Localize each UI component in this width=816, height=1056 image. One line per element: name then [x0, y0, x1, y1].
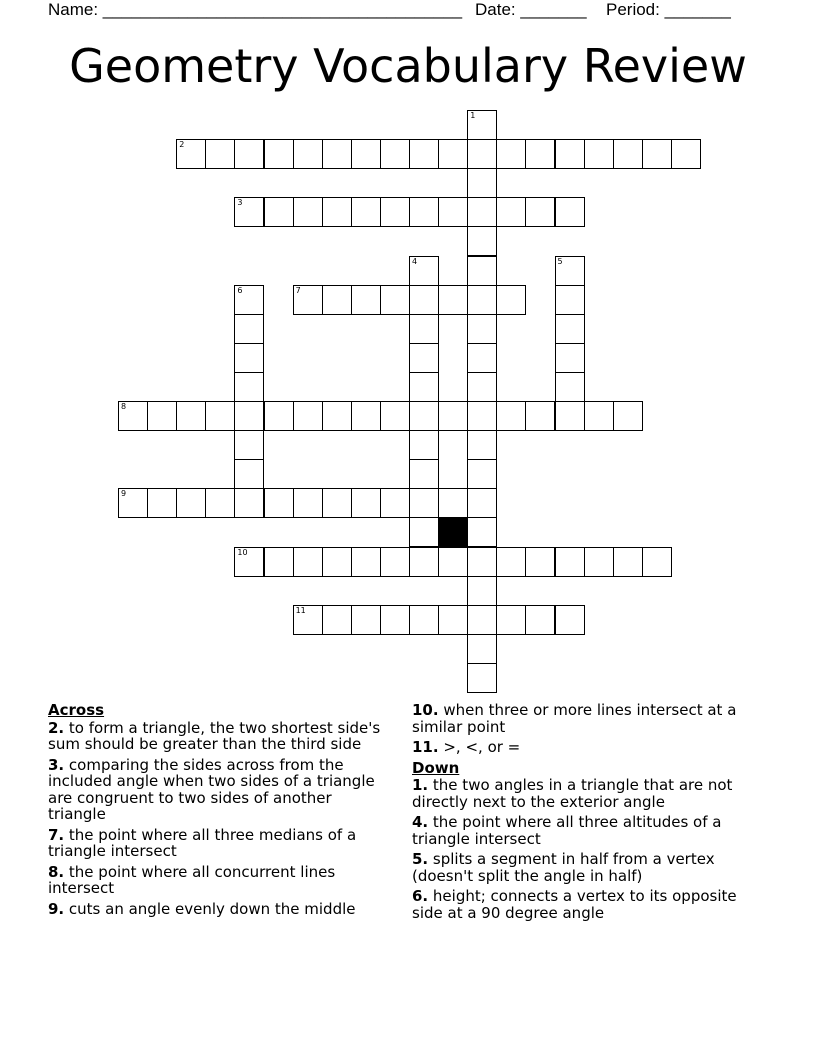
down-heading: Down	[412, 758, 460, 777]
period-field[interactable]: Period: _______	[606, 0, 731, 19]
crossword-cell[interactable]	[496, 605, 526, 635]
crossword-cell[interactable]	[409, 459, 439, 489]
clue-text: height; connects a vertex to its opposite side at a 90 degree angle	[412, 887, 737, 922]
crossword-cell[interactable]	[409, 605, 439, 635]
clue-text: the point where all concurrent lines intersect	[48, 862, 336, 897]
crossword-cell[interactable]	[555, 605, 585, 635]
crossword-cell[interactable]	[467, 372, 497, 402]
crossword-cell[interactable]	[264, 197, 294, 227]
crossword-cell[interactable]	[293, 197, 323, 227]
across-clue	[412, 702, 768, 735]
across-clue	[48, 864, 388, 897]
crossword-cell[interactable]	[234, 314, 264, 344]
crossword-cell[interactable]	[584, 401, 614, 431]
crossword-cell[interactable]	[496, 139, 526, 169]
clue-text: the point where all three medians of a triangle intersect	[48, 825, 357, 860]
crossword-cell[interactable]	[322, 605, 352, 635]
crossword-cell[interactable]	[409, 256, 439, 286]
across-clue	[48, 757, 388, 823]
clue-number: 3	[237, 198, 243, 208]
crossword-cell[interactable]	[322, 285, 352, 315]
crossword-cell[interactable]	[409, 314, 439, 344]
crossword-cell[interactable]	[438, 605, 468, 635]
clue-number-label: 1.	[412, 776, 429, 794]
crossword-cell[interactable]	[467, 401, 497, 431]
clue-text: the point where all three altitudes of a triangle intersect	[412, 813, 722, 848]
crossword-cell[interactable]	[467, 197, 497, 227]
crossword-cell[interactable]	[467, 517, 497, 547]
clue-text: when three or more lines intersect at a similar point	[412, 701, 737, 736]
clue-number: 2	[179, 140, 185, 150]
page-title: Geometry Vocabulary Review	[69, 39, 747, 93]
clue-number-label: 7.	[48, 825, 65, 844]
crossword-cell[interactable]	[380, 401, 410, 431]
clue-number-label: 9.	[48, 899, 65, 918]
crossword-cell[interactable]	[380, 605, 410, 635]
crossword-cell[interactable]	[380, 285, 410, 315]
crossword-cell[interactable]	[351, 285, 381, 315]
crossword-cell[interactable]	[467, 226, 497, 256]
crossword-cell[interactable]	[293, 401, 323, 431]
crossword-cell[interactable]	[584, 547, 614, 577]
crossword-cell[interactable]	[234, 401, 264, 431]
crossword-cell[interactable]	[409, 430, 439, 460]
crossword-cell[interactable]	[642, 139, 672, 169]
crossword-cell[interactable]	[467, 343, 497, 373]
clue-number: 4	[412, 256, 418, 266]
crossword-cell[interactable]	[409, 401, 439, 431]
clue-text: the two angles in a triangle that are not directly next to the exterior angle	[412, 776, 733, 811]
clue-text: splits a segment in half from a vertex (doesn't split the angle in half)	[412, 850, 715, 885]
crossword-cell[interactable]	[467, 488, 497, 518]
across-clue	[48, 901, 388, 918]
down-clue	[412, 814, 768, 847]
crossword-cell[interactable]	[322, 488, 352, 518]
crossword-cell[interactable]	[525, 401, 555, 431]
crossword-cell[interactable]	[234, 547, 264, 577]
crossword-cell[interactable]	[351, 197, 381, 227]
clue-number-label: 10.	[412, 701, 439, 719]
crossword-cell[interactable]	[613, 139, 643, 169]
crossword-cell[interactable]	[555, 547, 585, 577]
crossword-cell[interactable]	[409, 285, 439, 315]
crossword-cell[interactable]	[467, 634, 497, 664]
clue-number-label: 8.	[48, 862, 65, 881]
crossword-cell[interactable]	[438, 197, 468, 227]
crossword-cell[interactable]	[234, 197, 264, 227]
clue-number-label: 11.	[412, 738, 439, 756]
crossword-cell[interactable]	[613, 401, 643, 431]
crossword-cell[interactable]	[409, 197, 439, 227]
crossword-cell[interactable]	[496, 197, 526, 227]
clue-number-label: 3.	[48, 755, 65, 774]
name-field[interactable]: Name: ______________________________________	[48, 0, 463, 19]
crossword-cell[interactable]	[409, 343, 439, 373]
down-clue	[412, 777, 768, 810]
down-clue	[412, 888, 768, 921]
crossword-cell[interactable]	[409, 372, 439, 402]
crossword-cell[interactable]	[525, 547, 555, 577]
crossword-cell[interactable]	[234, 459, 264, 489]
crossword-cell[interactable]	[467, 576, 497, 606]
crossword-cell[interactable]	[438, 547, 468, 577]
crossword-cell[interactable]	[467, 430, 497, 460]
crossword-cell[interactable]	[380, 547, 410, 577]
crossword-cell[interactable]	[525, 197, 555, 227]
clue-number: 5	[557, 256, 563, 266]
down-clue-list	[412, 777, 768, 921]
crossword-cell[interactable]	[322, 547, 352, 577]
crossword-cell[interactable]	[351, 139, 381, 169]
crossword-cell[interactable]	[351, 605, 381, 635]
crossword-cell[interactable]	[351, 488, 381, 518]
crossword-cell[interactable]	[555, 372, 585, 402]
crossword-cell[interactable]	[496, 547, 526, 577]
across-clue	[48, 720, 388, 753]
crossword-cell[interactable]	[234, 139, 264, 169]
crossword-cell[interactable]	[438, 488, 468, 518]
crossword-cell[interactable]	[293, 139, 323, 169]
crossword-cell[interactable]	[584, 139, 614, 169]
crossword-cell[interactable]	[322, 197, 352, 227]
crossword-cell[interactable]	[496, 401, 526, 431]
crossword-cell[interactable]	[642, 547, 672, 577]
crossword-cell[interactable]	[467, 663, 497, 693]
crossword-cell[interactable]	[234, 430, 264, 460]
clue-number: 1	[470, 111, 476, 120]
crossword-cell[interactable]	[234, 285, 264, 315]
crossword-cell[interactable]	[264, 139, 294, 169]
crossword-cell[interactable]	[555, 401, 585, 431]
crossword-cell[interactable]	[467, 459, 497, 489]
crossword-cell[interactable]	[467, 256, 497, 286]
crossword-cell[interactable]	[438, 139, 468, 169]
crossword-cell[interactable]	[322, 139, 352, 169]
down-clue	[412, 851, 768, 884]
across-clue-list	[48, 720, 388, 918]
crossword-cell[interactable]	[147, 488, 177, 518]
crossword-cell[interactable]	[380, 488, 410, 518]
across-heading: Across	[48, 701, 105, 719]
crossword-cell[interactable]	[234, 343, 264, 373]
crossword-cell[interactable]	[525, 139, 555, 169]
clue-text: comparing the sides across from the included angle when two sides of a triangle are congruent to two sides of another triangle	[48, 755, 375, 823]
crossword-cell[interactable]	[264, 488, 294, 518]
crossword-cell[interactable]	[176, 488, 206, 518]
crossword-cell[interactable]	[293, 547, 323, 577]
clue-number: 8	[121, 402, 127, 411]
crossword-cell[interactable]	[555, 343, 585, 373]
crossword-cell[interactable]	[496, 285, 526, 315]
crossword-cell[interactable]	[293, 605, 323, 635]
crossword-cell[interactable]	[467, 110, 497, 140]
crossword-cell[interactable]	[205, 139, 235, 169]
crossword-cell[interactable]	[176, 401, 206, 431]
crossword-cell[interactable]	[555, 256, 585, 286]
crossword-cell[interactable]	[467, 314, 497, 344]
crossword-cell[interactable]	[205, 488, 235, 518]
crossword-cell[interactable]	[467, 547, 497, 577]
crossword-cell[interactable]	[467, 285, 497, 315]
clue-number: 9	[121, 489, 127, 499]
clue-text: >, <, or =	[443, 738, 521, 756]
crossword-cell[interactable]	[176, 139, 206, 169]
clue-number-label: 6.	[412, 887, 429, 905]
clues-left-column	[48, 702, 388, 921]
clue-number-label: 5.	[412, 850, 429, 868]
crossword-cell[interactable]	[671, 139, 701, 169]
crossword-cell[interactable]	[555, 139, 585, 169]
crossword-cell[interactable]	[467, 139, 497, 169]
clue-number: 7	[295, 285, 301, 295]
crossword-cell[interactable]	[555, 314, 585, 344]
clue-text: to form a triangle, the two shortest side's sum should be greater than the third side	[48, 718, 381, 753]
crossword-cell[interactable]	[351, 547, 381, 577]
crossword-cell[interactable]	[322, 401, 352, 431]
crossword-cell[interactable]	[118, 401, 148, 431]
crossword-cell[interactable]	[264, 401, 294, 431]
crossword-cell[interactable]	[293, 488, 323, 518]
date-field[interactable]: Date: _______	[475, 0, 587, 19]
crossword-cell[interactable]	[438, 401, 468, 431]
crossword-cell[interactable]	[409, 517, 439, 547]
crossword-cell[interactable]	[118, 488, 148, 518]
clue-text: cuts an angle evenly down the middle	[68, 899, 356, 918]
crossword-cell[interactable]	[613, 547, 643, 577]
clue-number: 6	[237, 285, 243, 295]
clue-number: 10	[237, 547, 248, 557]
crossword-cell[interactable]	[555, 285, 585, 315]
clue-number-label: 4.	[412, 813, 429, 831]
crossword-cell[interactable]	[351, 401, 381, 431]
crossword-cell[interactable]	[467, 605, 497, 635]
crossword-cell[interactable]	[264, 547, 294, 577]
crossword-cell[interactable]	[438, 285, 468, 315]
crossword-cell[interactable]	[467, 168, 497, 198]
crossword-cell[interactable]	[380, 139, 410, 169]
crossword-cell[interactable]	[409, 139, 439, 169]
crossword-cell[interactable]	[205, 401, 235, 431]
crossword-cell[interactable]	[380, 197, 410, 227]
crossword-cell[interactable]	[555, 197, 585, 227]
crossword-block-cell	[438, 517, 468, 547]
crossword-cell[interactable]	[293, 285, 323, 315]
across-clue-list-continued	[412, 702, 768, 756]
crossword-cell[interactable]	[234, 372, 264, 402]
crossword-cell[interactable]	[525, 605, 555, 635]
clue-number-label: 2.	[48, 718, 65, 737]
clue-number: 11	[295, 605, 306, 615]
crossword-cell[interactable]	[409, 488, 439, 518]
across-clue	[412, 739, 768, 756]
across-clue	[48, 827, 388, 860]
clues-right-column	[412, 702, 768, 925]
crossword-cell[interactable]	[147, 401, 177, 431]
crossword-cell[interactable]	[409, 547, 439, 577]
crossword-cell[interactable]	[234, 488, 264, 518]
